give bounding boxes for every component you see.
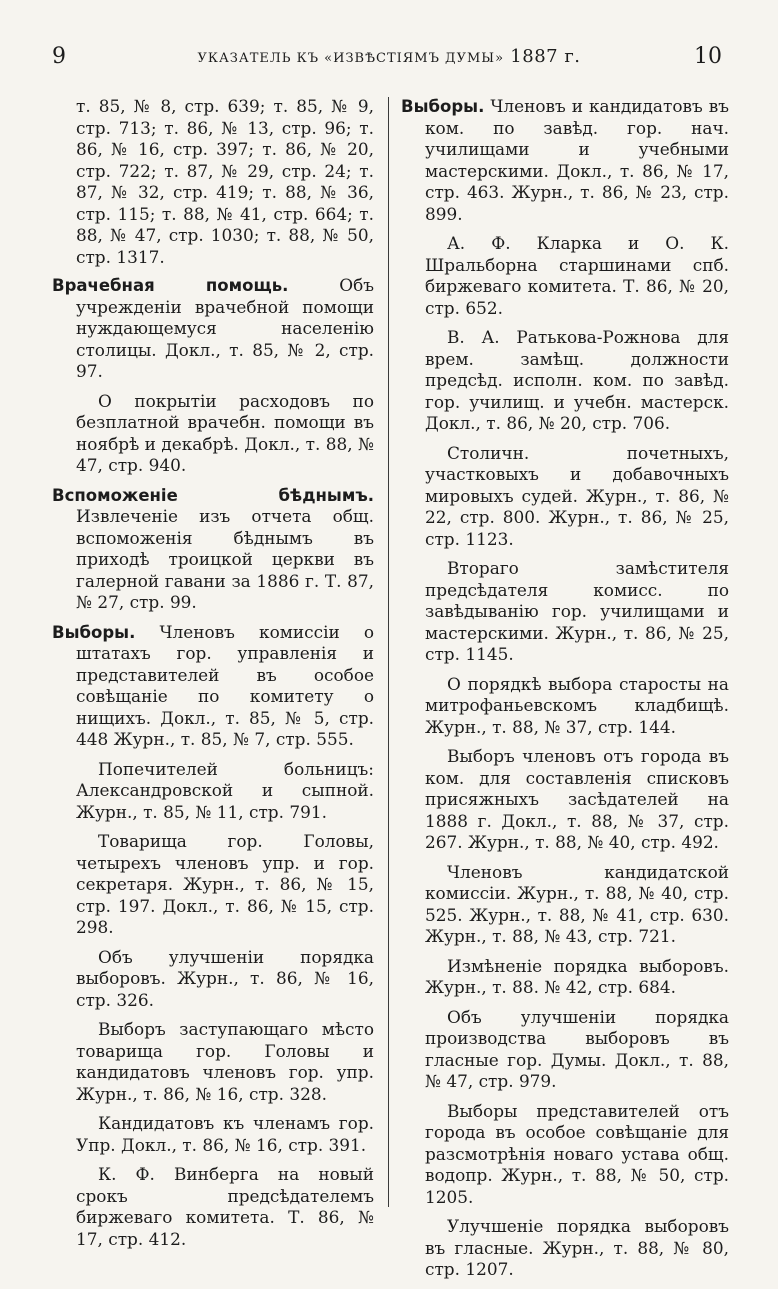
index-entry	[76, 759, 374, 824]
entry-text: Товарища гор. Головы, четырехъ членовъ упр. и гор. секретаря. Журн., т. 86, № 15, стр. 197. Докл., т. 86, № 15, стр. 298.	[76, 831, 374, 937]
index-entry	[425, 956, 729, 999]
index-entry	[425, 558, 729, 666]
index-entry	[76, 831, 374, 939]
right-column	[401, 96, 729, 1289]
index-entry	[425, 1101, 729, 1209]
entry-text: т. 85, № 8, стр. 639; т. 85, № 9, стр. 713; т. 86, № 13, стр. 96; т. 86, № 16, стр. 397; т. 86, № 20, стр. 722; т. 87, № 29, стр. 24; т. 87, № 32, стр. 419; т. 88, № 36, стр. 115; т. 88, № 41, стр. 664; т. 88, № 47, стр. 1030; т. 88, № 50, стр. 1317.	[76, 96, 374, 267]
index-entry	[425, 233, 729, 319]
index-entry	[76, 1164, 374, 1250]
index-entry	[425, 443, 729, 551]
index-entry	[401, 96, 729, 225]
left-column	[52, 96, 374, 1258]
index-entry	[52, 275, 374, 383]
entry-text: Измѣненіе порядка выборовъ. Журн., т. 88. № 42, стр. 684.	[425, 955, 729, 997]
entry-text: Выборы представителей отъ города въ особое совѣщаніе для разсмотрѣнія новаго устава общ. водопр. Журн., т. 88, № 50, стр. 1205.	[425, 1100, 729, 1207]
entry-text: Объ улучшеніи порядка выборовъ. Журн., т. 86, № 16, стр. 326.	[76, 946, 374, 1010]
entry-heading: Выборы.	[401, 97, 485, 116]
entry-heading: Выборы.	[52, 622, 136, 642]
entry-text: О покрытіи расходовъ по безплатной врачебн. помощи въ ноябрѣ и декабрѣ. Докл., т. 88, № 47, стр. 940.	[76, 390, 374, 475]
column-divider	[388, 97, 389, 1207]
entry-text: Втораго замѣстителя предсѣдателя комисс. по завѣдыванію гор. училищами и мастерскими. Журн., т. 86, № 25, стр. 1145.	[425, 558, 729, 664]
running-title-text: УКАЗАТЕЛЬ КЪ «ИЗВѢСТІЯМЪ ДУМЫ»	[197, 51, 505, 66]
index-entry	[425, 327, 729, 435]
entry-text: Членовъ и кандидатовъ въ ком. по завѣд. гор. нач. училищами и учебными мастерскими. Докл., т. 86, № 17, стр. 463. Журн., т. 86, № 23, стр. 899.	[425, 96, 729, 224]
entry-text: В. А. Ратькова-Рожнова для врем. замѣщ. должности предсѣд. исполн. ком. по завѣд. гор. училищ. и учебн. мастерск. Докл., т. 86, № 20, стр. 706.	[425, 327, 729, 433]
entry-text: Кандидатовъ къ членамъ гор. Упр. Докл., т. 86, № 16, стр. 391.	[76, 1113, 374, 1155]
entry-text: А. Ф. Кларка и О. К. Шральборна старшинами спб. биржеваго комитета. Т. 86, № 20, стр. 652.	[425, 233, 729, 318]
index-entry	[425, 862, 729, 948]
entry-text: Извлеченіе изъ отчета общ. вспоможенія бѣднымъ въ приходѣ троицкой церкви въ галерной гавани за 1886 г. Т. 87, № 27, стр. 99.	[76, 506, 374, 612]
index-entry	[425, 746, 729, 854]
page-number-right: 10	[694, 44, 722, 69]
running-title-year: 1887 г.	[510, 46, 581, 67]
index-entry	[76, 1113, 374, 1156]
entry-heading: Врачебная помощь.	[52, 276, 289, 295]
entry-text: Попечителей больницъ: Александровской и сыпной. Журн., т. 85, № 11, стр. 791.	[76, 758, 374, 822]
entry-text: Членовъ комиссіи о штатахъ гор. управленія и представителей въ особое совѣщаніе по комитету о нищихъ. Докл., т. 85, № 5, стр. 448 Журн., т. 85, № 7, стр. 555.	[76, 621, 374, 749]
index-entry	[52, 485, 374, 614]
index-entry	[425, 674, 729, 739]
entry-text: Выборъ членовъ отъ города въ ком. для составленія списковъ присяжныхъ засѣдателей на 1888 г. Докл., т. 88, № 37, стр. 267. Журн., т. 88, № 40, стр. 492.	[425, 746, 729, 852]
entry-heading: Вспоможеніе бѣднымъ.	[52, 485, 374, 505]
page-number-left: 9	[52, 44, 66, 69]
index-entry	[76, 947, 374, 1012]
index-entry	[76, 1019, 374, 1105]
entry-text: О порядкѣ выбора старосты на митрофаньевскомъ кладбищѣ. Журн., т. 88, № 37, стр. 144.	[425, 673, 729, 737]
index-entry	[425, 1216, 729, 1281]
entry-text: К. Ф. Винберга на новый срокъ предсѣдателемъ биржеваго комитета. Т. 86, № 17, стр. 412.	[76, 1164, 374, 1249]
index-entry	[52, 622, 374, 751]
entry-text: Объ улучшеніи порядка производства выборовъ въ гласные гор. Думы. Докл., т. 88, № 47, стр. 979.	[425, 1006, 729, 1091]
entry-text: Улучшеніе порядка выборовъ въ гласные. Журн., т. 88, № 80, стр. 1207.	[425, 1216, 729, 1279]
entry-text: Членовъ кандидатской комиссіи. Журн., т. 88, № 40, стр. 525. Журн., т. 88, № 41, стр. 630. Журн., т. 88, № 43, стр. 721.	[425, 861, 729, 946]
index-entry	[52, 96, 374, 268]
entry-text: Объ учрежденіи врачебной помощи нуждающемуся населенію столицы. Докл., т. 85, № 2, стр. 97.	[76, 275, 375, 381]
running-title	[0, 46, 778, 67]
index-entry	[425, 1007, 729, 1093]
index-entry	[76, 391, 374, 477]
page-header	[0, 44, 778, 76]
entry-text: Выборъ заступающаго мѣсто товарища гор. Головы и кандидатовъ членовъ гор. упр. Журн., т. 86, № 16, стр. 328.	[76, 1019, 374, 1104]
entry-text: Столичн. почетныхъ, участковыхъ и добавочныхъ мировыхъ судей. Журн., т. 86, № 22, стр. 800. Журн., т. 86, № 25, стр. 1123.	[425, 442, 729, 549]
